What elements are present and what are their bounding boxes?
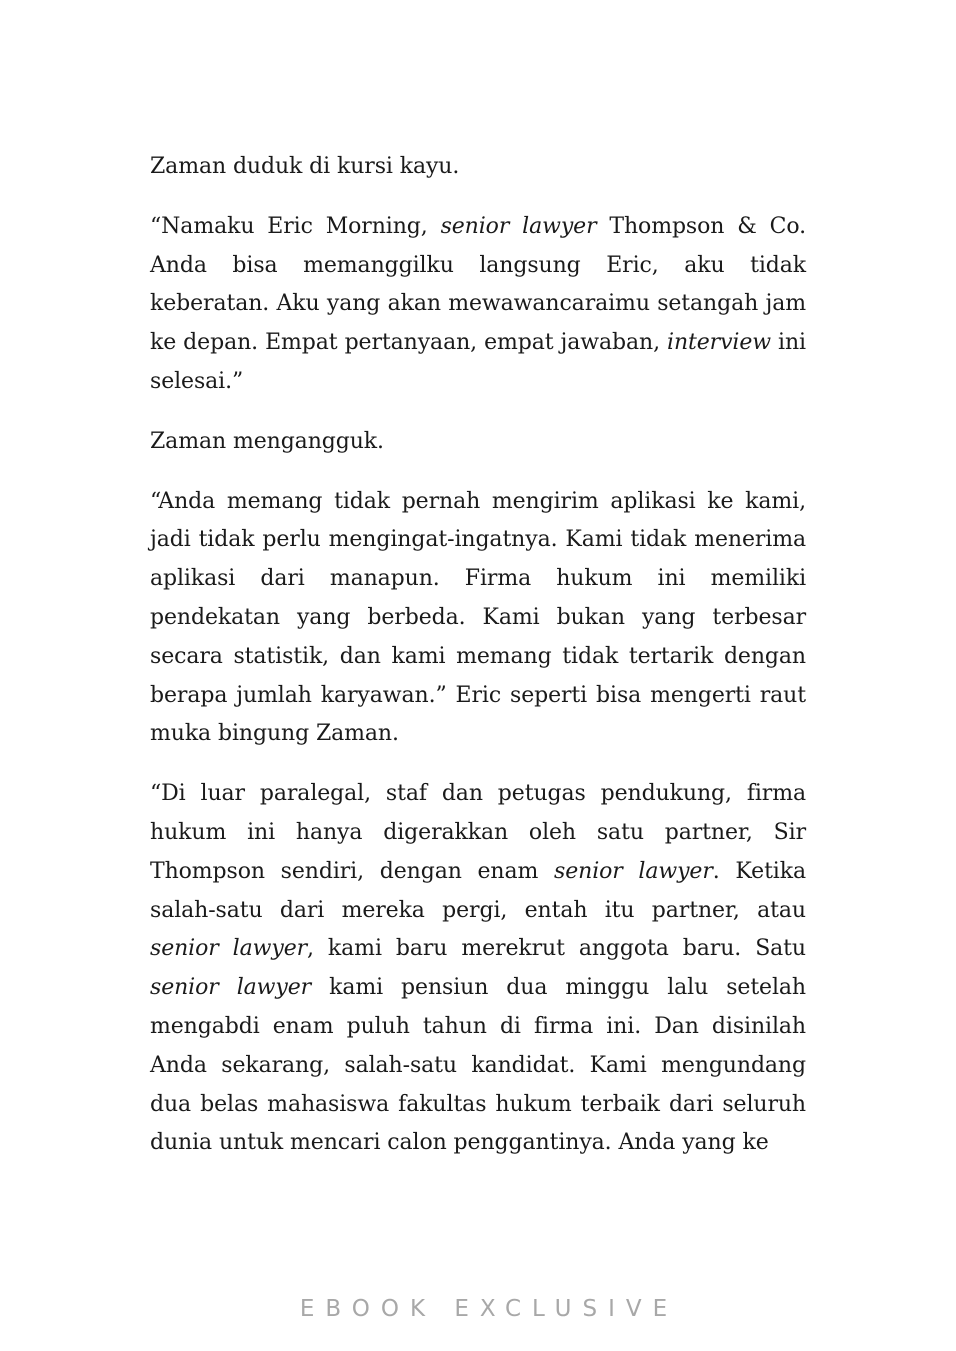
text-run: Zaman duduk di kursi kayu. bbox=[150, 154, 460, 179]
text-run: “Namaku Eric Morning, bbox=[150, 213, 441, 239]
page-body bbox=[150, 148, 806, 1184]
text-run: ini selesai.” bbox=[150, 330, 806, 394]
italic-run: senior lawyer bbox=[150, 975, 312, 1001]
paragraph bbox=[150, 148, 806, 187]
text-run: . Ketika salah-satu dari mereka pergi, entah itu partner, atau bbox=[150, 858, 806, 923]
italic-run: senior lawyer bbox=[440, 213, 597, 239]
text-run: Zaman mengangguk. bbox=[150, 428, 384, 454]
paragraph bbox=[150, 483, 806, 755]
paragraph bbox=[150, 208, 806, 402]
text-run: , kami baru merekrut anggota baru. Satu bbox=[307, 936, 806, 962]
text-run: kami pensiun dua minggu lalu setelah mengabdi enam puluh tahun di firma ini. Dan disinilah Anda sekarang, salah-satu kandidat. Kami mengundang dua belas mahasiswa fakultas hukum terbaik dari seluruh dunia untuk mencari calon penggantinya. Anda yang ke bbox=[150, 975, 806, 1156]
footer-label: EBOOK EXCLUSIVE bbox=[299, 1296, 679, 1322]
italic-run: interview bbox=[667, 330, 772, 356]
italic-run: senior lawyer bbox=[150, 936, 308, 962]
paragraph bbox=[150, 423, 806, 462]
text-run: “Di luar paralegal, staf dan petugas pendukung, firma hukum ini hanya digerakkan oleh satu partner, Sir Thompson sendiri, dengan enam bbox=[150, 781, 806, 884]
paragraph bbox=[150, 775, 806, 1163]
text-run: Thompson & Co. Anda bisa memanggilku langsung Eric, aku tidak keberatan. Aku yang akan mewawancaraimu setangah jam ke depan. Empat pertanyaan, empat jawaban, bbox=[150, 213, 807, 356]
text-run: “Anda memang tidak pernah mengirim aplikasi ke kami, jadi tidak perlu mengingat-ingatnya. Kami tidak menerima aplikasi dari manapun. Firma hukum ini memiliki pendekatan yang berbeda. Kami bukan yang terbesar secara statistik, dan kami memang tidak tertarik dengan berapa jumlah karyawan.” Eric seperti bisa mengerti raut muka bingung Zaman. bbox=[150, 488, 806, 747]
italic-run: senior lawyer bbox=[554, 858, 713, 884]
